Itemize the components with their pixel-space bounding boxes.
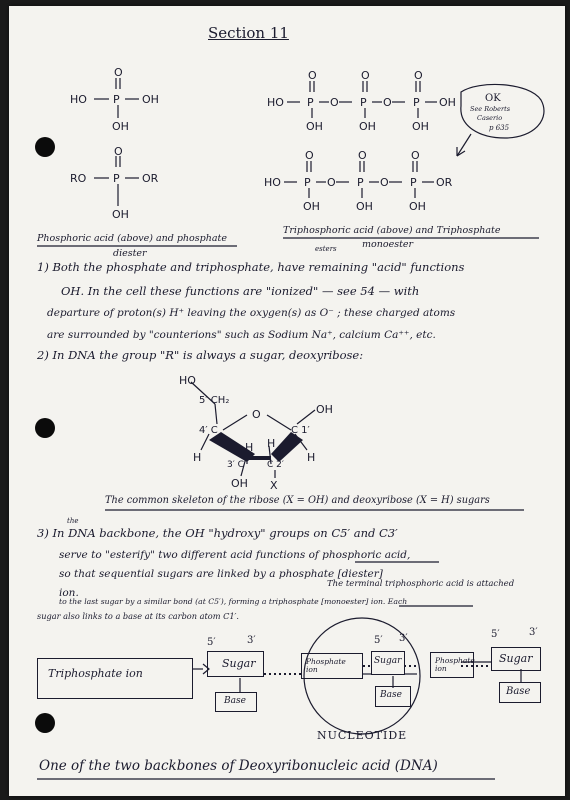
atom-oh: OH — [359, 120, 376, 133]
atom-h: H — [307, 451, 316, 464]
sugar-label: Sugar — [222, 657, 256, 670]
atom-c5: 5′ CH₂ — [199, 395, 230, 406]
three-prime-label: 3′ — [529, 627, 538, 638]
page-title: Section 11 — [208, 24, 289, 42]
atom-ho: HO — [179, 374, 196, 387]
atom-o: O — [308, 69, 317, 82]
caption-left-line2: diester — [113, 248, 147, 259]
annotation-line: See Roberts — [470, 105, 511, 113]
atom-oh: OH — [231, 477, 248, 490]
atom-p: P — [360, 96, 367, 109]
base-label: Base — [224, 696, 246, 706]
text-line: departure of proton(s) H⁺ leaving the oxygen(s) as O⁻ ; these charged atoms — [47, 307, 456, 319]
five-prime-label: 5′ — [207, 637, 216, 648]
atom-p: P — [357, 176, 364, 189]
atom-ho: HO — [264, 176, 281, 189]
atom-oh: OH — [303, 200, 320, 213]
text-line: serve to "esterify" two different acid functions of phosphoric acid, — [59, 549, 411, 561]
atom-oh: OH — [356, 200, 373, 213]
atom-h: H — [245, 441, 254, 454]
atom-p: P — [113, 172, 120, 185]
annotation-line: Caserio — [477, 114, 503, 122]
text-line: The terminal triphosphoric acid is attached — [327, 579, 515, 589]
text-line: 1) Both the phosphate and triphosphate, have remaining "acid" functions — [37, 260, 465, 274]
base-label: Base — [380, 690, 402, 700]
base-box — [215, 692, 257, 712]
atom-or: OR — [142, 172, 159, 185]
text-line: 3) In DNA backbone, the OH "hydroxy" groups on C5′ and C3′ — [37, 526, 398, 540]
atom-p: P — [307, 96, 314, 109]
annotation-line: p 635 — [489, 124, 510, 132]
atom-o: O — [114, 145, 123, 158]
atom-c2: C 2′ — [267, 460, 284, 470]
base-box — [499, 682, 541, 703]
atom-p: P — [113, 93, 120, 106]
text-line: are surrounded by "counterions" such as Sodium Na⁺, calcium Ca⁺⁺, etc. — [47, 329, 436, 341]
sugar-box — [491, 647, 541, 671]
atom-h: H — [193, 451, 202, 464]
atom-c3: 3′ C — [227, 460, 244, 470]
five-prime-label: 5′ — [491, 629, 500, 640]
atom-o: O — [252, 408, 261, 421]
atom-ro: RO — [70, 172, 87, 185]
atom-x: X — [270, 479, 278, 492]
phosphate-label: Phosphate ion — [435, 656, 475, 673]
atom-ho: HO — [70, 93, 87, 106]
base-box — [375, 686, 411, 707]
atom-oh: OH — [439, 96, 456, 109]
atom-oh: OH — [112, 208, 129, 221]
three-prime-label: 3′ — [399, 633, 408, 644]
atom-o: O — [327, 176, 336, 189]
text-line: OH. In the cell these functions are "ionized" — see 54 — with — [61, 284, 420, 298]
document-page — [9, 6, 565, 796]
atom-o: O — [330, 96, 339, 109]
text-line: so that sequential sugars are linked by a phosphate [diester] — [59, 568, 383, 580]
insert-the: the — [67, 517, 79, 525]
atom-o: O — [361, 69, 370, 82]
caption-left: Phosphoric acid (above) and phosphate — [37, 233, 227, 244]
text-line: sugar also links to a base at its carbon atom C1′. — [37, 611, 240, 621]
annotation-line: OK — [485, 93, 501, 104]
text-line: to the last sugar by a similar bond (at C5′), forming a triphosphate [monoester] ion. Each — [59, 597, 408, 606]
atom-oh: OH — [142, 93, 159, 106]
caption-right: Triphosphoric acid (above) and Triphosphate — [283, 225, 501, 236]
atom-p: P — [304, 176, 311, 189]
triphosphate-label: Triphosphate ion — [48, 667, 143, 680]
atom-o: O — [383, 96, 392, 109]
sugar-box — [371, 651, 405, 675]
sugar-box — [207, 651, 264, 677]
atom-c1: C 1′ — [291, 425, 310, 436]
text-line: 2) In DNA the group "R" is always a sugar, deoxyribose: — [37, 348, 364, 362]
ribose-caption: The common skeleton of the ribose (X = OH) and deoxyribose (X = H) sugars — [105, 495, 490, 506]
atom-oh: OH — [412, 120, 429, 133]
atom-or: OR — [436, 176, 453, 189]
atom-o: O — [305, 149, 314, 162]
atom-p: P — [410, 176, 417, 189]
atom-oh: OH — [316, 403, 333, 416]
atom-p: P — [413, 96, 420, 109]
atom-ho: HO — [267, 96, 284, 109]
wedge-bond-right — [271, 432, 303, 462]
text-line: ion. — [59, 587, 79, 599]
phosphate-box — [430, 652, 474, 678]
atom-oh: OH — [112, 120, 129, 133]
diagram-caption: One of the two backbones of Deoxyribonucleic acid (DNA) — [39, 758, 438, 774]
atom-h: H — [267, 437, 276, 450]
three-prime-label: 3′ — [247, 635, 256, 646]
atom-oh: OH — [306, 120, 323, 133]
phosphate-label: Phosphate ion — [306, 657, 346, 674]
atom-o: O — [380, 176, 389, 189]
atom-oh: OH — [409, 200, 426, 213]
insert-esters: esters — [315, 245, 337, 253]
triphosphate-box — [37, 658, 193, 699]
nucleotide-label: NUCLEOTIDE — [317, 729, 408, 742]
atom-o: O — [411, 149, 420, 162]
five-prime-label: 5′ — [374, 635, 383, 646]
atom-c4: 4′ C — [199, 425, 218, 436]
base-label: Base — [506, 686, 531, 697]
atom-o: O — [358, 149, 367, 162]
sugar-label: Sugar — [374, 656, 402, 666]
phosphate-box — [301, 653, 363, 679]
atom-o: O — [414, 69, 423, 82]
caption-right-line2: monoester — [362, 239, 414, 250]
sugar-label: Sugar — [499, 652, 533, 665]
atom-o: O — [114, 66, 123, 79]
